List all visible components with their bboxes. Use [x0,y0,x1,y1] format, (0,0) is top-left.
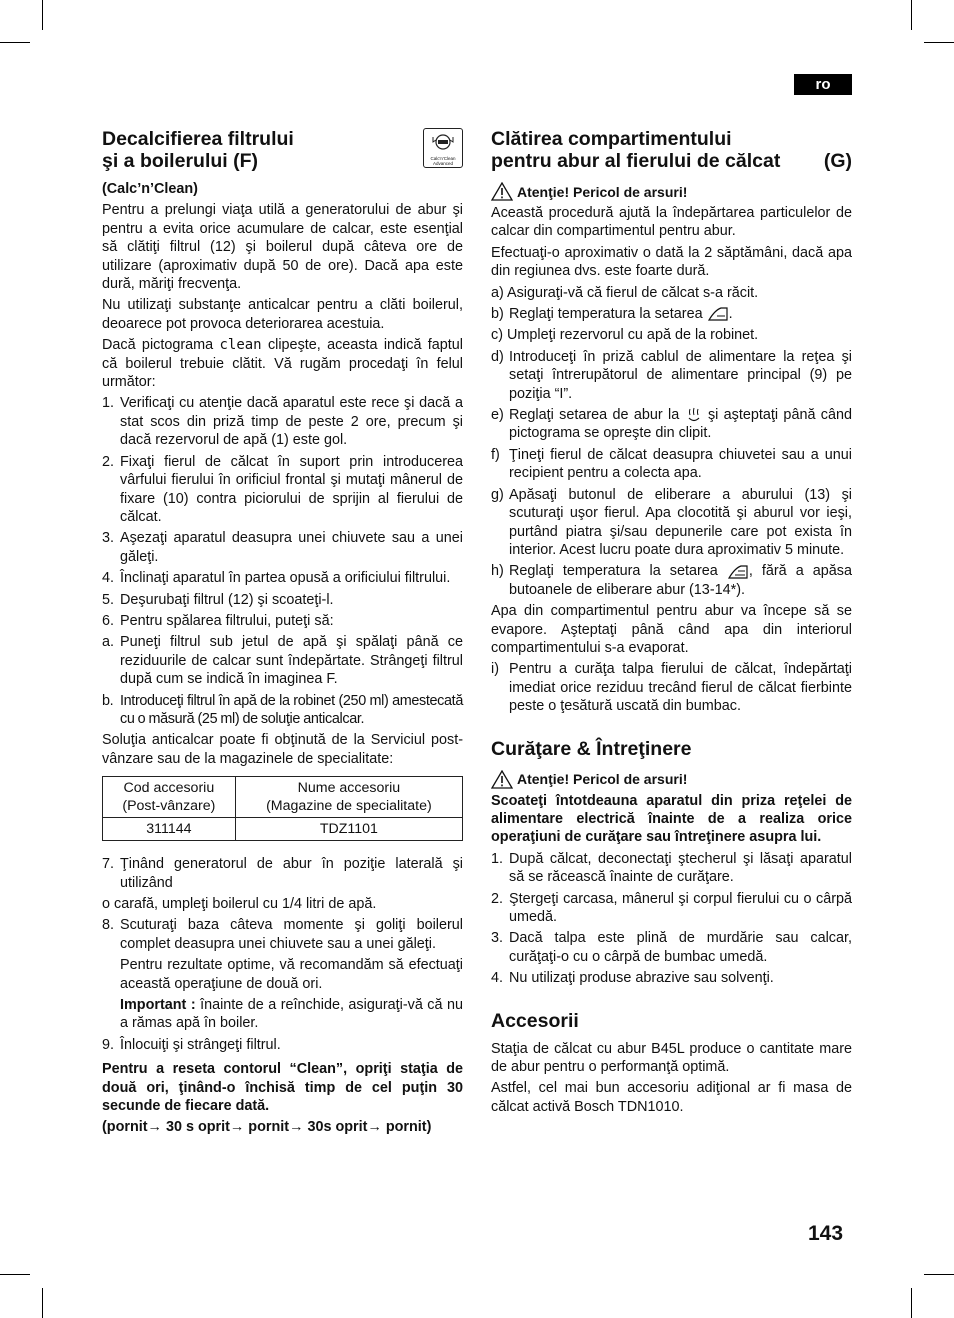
section-title-decalc: Decalcifierea filtrului şi a boilerului (F) [102,128,294,172]
clean-icon: clean [219,337,262,354]
paragraph: Nu utilizaţi substanţe anticalcar pentru a clăti boilerul, deoarece pot provoca deteriorarea acestuia. [102,297,463,332]
language-badge: ro [794,74,852,95]
table-cell: TDZ1101 [235,818,462,841]
paragraph: Dacă pictograma clean clipeşte, aceasta indică faptul că boilerul trebuie clătit. Vă rugăm procedaţi în felul următor: [102,337,463,391]
iron-temp-icon [707,306,729,322]
list-item: f) Ţineţi fierul de călcat deasupra chiuvetei sau a unui recipient pentru a colecta apa. [491,446,852,482]
iron-max-temp-icon [727,564,749,580]
crop-mark [924,1274,954,1275]
list-item: a. Puneţi filtrul sub jetul de apă şi spălaţi până ce reziduurile de calcar sunt îndepărtate. Strângeţi filtrul după cum se indică în imaginea F. [102,634,463,688]
list-item: i) Pentru a curăţa talpa fierului de călcat, îndepărtaţi imediat orice reziduu trecând fierul de călcat fierbinte peste o ţesătură uscată din bumbac. [491,661,852,715]
section-title-rinse: Clătirea compartimentului pentru abur al fierului de călcat (G) [491,128,852,172]
crop-mark [0,1274,30,1275]
paragraph: Efectuaţi-o aproximativ o dată la 2 săptămâni, dacă apa din regiunea dvs. este foarte dură. [491,244,852,280]
warning-icon [491,182,513,201]
right-column [491,128,852,1119]
crop-mark [42,0,43,30]
list-item: 1. După călcat, deconectaţi ştecherul şi lăsaţi aparatul să se răcească înainte de curăţare. [491,850,852,886]
reset-sequence: (pornit→ 30 s oprit→ pornit→ 30s oprit→ pornit) [102,1119,432,1136]
page-number: 143 [808,1222,844,1245]
crop-mark [911,1288,912,1318]
warning: Atenţie! Pericol de arsuri! [491,182,852,201]
care-warning-text: Scoateţi întotdeauna aparatul din priza reţelei de alimentare electrică înainte de a realiza orice operaţiuni de curăţare sau întreţinere asupra lui. [491,792,852,846]
paragraph: Soluţia anticalcar poate fi obţinută de la Serviciul post-vânzare sau de la magazinele de specialitate: [102,732,463,767]
section-title-accessories: Accesorii [491,1009,579,1032]
warning-icon [491,770,513,789]
section-header-decalc [102,128,463,172]
list-item: 4. Nu utilizaţi produse abrazive sau solvenţi. [491,970,774,987]
list-item: 7. Ţinând generatorul de abur în poziţie laterală şi utilizând [102,856,463,891]
table-header: Nume accesoriu (Magazine de specialitate) [235,777,462,818]
table-cell: 311144 [103,818,236,841]
list-item: e) Reglaţi setarea de abur la şi aşteptaţi până când pictograma se opreşte din clipit. [491,407,853,442]
paragraph: Pentru rezultate optime, vă recomandăm să efectuaţi această operaţiune de două ori. [120,957,463,992]
list-item: 8. Scuturaţi baza câteva momente şi goliţi boilerul complet deasupra unei chiuvete sau a unei găleţi. [102,917,463,952]
paragraph: Pentru a prelungi viaţa utilă a generatorului de abur şi pentru a evita orice acumulare de calcar, este esenţial să clătiţi filtrul (12) şi boilerul după câteva ore de utilizare (aproximativ după 50 de ore). Dacă apa este dură, măriţi frecvenţa. [102,202,463,293]
decalc-steps [102,394,463,728]
crop-mark [911,0,912,30]
list-item: 3. Dacă talpa este plină de murdărie sau calcar, curăţaţi-o cu o cârpă de bumbac umedă. [491,930,852,965]
crop-mark [924,42,954,43]
list-item: b. Introduceţi filtrul în apă de la robinet (250 ml) amestecată cu o măsură (25 ml) de soluţie anticalcar. [102,692,463,727]
warning: Atenţie! Pericol de arsuri! [491,770,852,789]
list-item: 4. Înclinaţi aparatul în partea opusă a orificiului filtrului. [102,570,451,587]
table-header: Cod accesoriu (Post-vânzare) [103,777,236,818]
list-item: b) Reglaţi temperatura la setarea . [491,306,733,323]
left-column [102,128,463,1140]
list-item: 3. Aşezaţi aparatul deasupra unei chiuvete sau a unei găleţi. [102,530,463,565]
list-item: d) Introduceţi în priză cablul de alimentare la reţea şi setaţi întrerupătorul de alimentare principal (9) pe poziţia “I”. [491,348,852,402]
calc-clean-icon: Calc'n'Clean Advanced [423,128,463,168]
crop-mark [42,1288,43,1318]
steam-icon [685,406,703,424]
list-item: 6. Pentru spălarea filtrului, puteţi să: [102,612,334,629]
section-title-care: Curăţare & Întreţinere [491,737,692,760]
list-item: 5. Deşurubaţi filtrul (12) şi scoateţi-l. [102,591,334,608]
list-item: 9. Înlocuiţi şi strângeţi filtrul. [102,1036,281,1053]
reset-note: Pentru a reseta contorul “Clean”, opriţi staţia de două ori, ţinând-o închisă timp de cel puţin 30 secunde de fiecare dată. [102,1061,463,1115]
accessory-table [102,776,463,841]
paragraph: o carafă, umpleţi boilerul cu 1/4 litri de apă. [102,896,377,912]
paragraph: Staţia de călcat cu abur B45L produce o cantitate mare de abur pentru o performanţă optimă. [491,1040,852,1076]
paragraph: Astfel, cel mai bun accesoriu adiţional ar fi masa de călcat activă Bosch TDN1010. [491,1080,852,1115]
list-item: 2. Ştergeţi carcasa, mânerul şi corpul fierului cu o cârpă umedă. [491,890,852,925]
subtitle: (Calc’n’Clean) [102,181,198,197]
list-item: 2. Fixaţi fierul de călcat în suport prin introducerea vârfului fierului în orificiul frontal şi mutaţi mânerul de fixare (10) contra piciorului de sprijin al fierului de călcat. [102,453,463,525]
paragraph: Această procedură ajută la îndepărtarea particulelor de calcar din compartimentul pentru abur. [491,205,852,240]
list-item: a) Asiguraţi-vă că fierul de călcat s-a răcit. [491,284,759,301]
list-item: g) Apăsaţi butonul de eliberare a aburului (13) şi scuturaţi uşor fierul. Apa clocotită şi aburul vor ieşi, purtând piatra şi/sau depunerile care pot exista în interior. Acest lucru poate dura aproximativ 5 minute. [491,486,852,558]
list-item: 1. Verificaţi cu atenţie dacă aparatul este rece şi dacă a stat scos din priză timp de peste 2 ore, precum şi dacă rezervorul de apă (1) este gol. [102,395,463,449]
crop-mark [0,42,30,43]
list-item: c) Umpleţi rezervorul cu apă de la robinet. [491,327,759,344]
list-item: h) Reglaţi temperatura la setarea , fără a apăsa butoanele de eliberare abur (13-14*). [491,563,853,598]
paragraph: Important : înainte de a reînchide, asiguraţi-vă că nu a rămas apă în boiler. [120,997,463,1032]
paragraph: Apa din compartimentul pentru abur va începe să se evapore. Aşteptaţi până când apa din interiorul compartimentului s-a evaporat. [491,603,852,656]
